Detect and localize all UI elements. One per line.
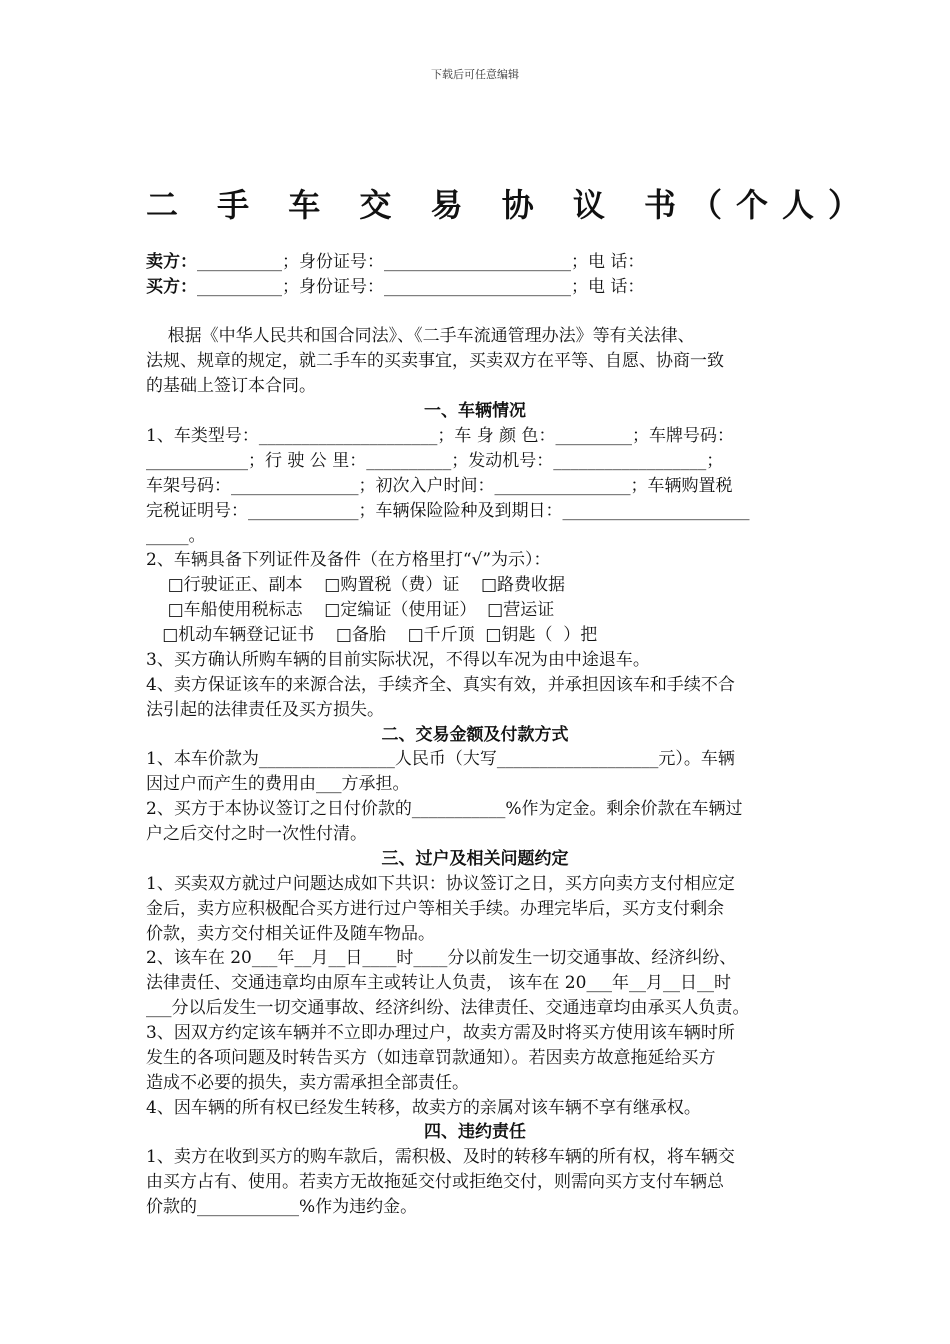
section3-line: 价款，卖方交付相关证件及随车物品。 bbox=[146, 924, 435, 944]
section1-line: 4、卖方保证该车的来源合法，手续齐全、真实有效，并承担因该车和手续不合 bbox=[146, 675, 735, 695]
section3-line: ___分以后发生一切交通事故、经济纠纷、法律责任、交通违章均由承买人负责。 bbox=[146, 998, 750, 1018]
section3-line: 3、因双方约定该车辆并不立即办理过户，故卖方需及时将买方使用该车辆时所 bbox=[146, 1023, 735, 1043]
section3-line: 金后，卖方应积极配合买方进行过户等相关手续。办理完毕后，买方支付剩余 bbox=[146, 899, 724, 919]
section1-line: 3、买方确认所购车辆的目前实际状况，不得以车况为由中途退车。 bbox=[146, 650, 650, 670]
section2-line: 户之后交付之时一次性付清。 bbox=[146, 824, 367, 844]
section2-line: 因过户而产生的费用由___方承担。 bbox=[146, 774, 410, 794]
section3-line: 4、因车辆的所有权已经发生转移，故卖方的亲属对该车辆不享有继承权。 bbox=[146, 1098, 701, 1118]
buyer-fields: __________；身份证号：______________________；电 话： bbox=[197, 277, 645, 297]
section3-line: 造成不必要的损失，卖方需承担全部责任。 bbox=[146, 1073, 469, 1093]
buyer-line bbox=[146, 279, 644, 296]
section1-line: 车架号码：_______________；初次入户时间：________________；车辆购置税 bbox=[146, 476, 733, 496]
section-heading-transfer: 三、过户及相关问题约定 bbox=[381, 849, 569, 869]
intro-line: 根据《中华人民共和国合同法》、《二手车流通管理办法》等有关法律、 bbox=[146, 326, 695, 346]
seller-label: 卖方： bbox=[146, 252, 197, 272]
section3-line: 发生的各项问题及时转告买方（如违章罚款通知）。若因卖方故意拖延给买方 bbox=[146, 1048, 716, 1068]
checklist-row: □车船使用税标志 □定编证（使用证） □营运证 bbox=[146, 600, 555, 620]
section3-line: 2、该车在 20___年__月__日____时____分以前发生一切交通事故、经济纠纷、 bbox=[146, 948, 737, 968]
section1-line: 2、车辆具备下列证件及备件（在方格里打“√”为示）： bbox=[146, 550, 551, 570]
section3-line: 法律责任、交通违章均由原车主或转让人负责， 该车在 20___年__月__日__时 bbox=[146, 973, 731, 993]
section3-line: 1、买卖双方就过户问题达成如下共识：协议签订之日，买方向卖方支付相应定 bbox=[146, 874, 735, 894]
intro-line: 的基础上签订本合同。 bbox=[146, 376, 316, 396]
intro-line: 法规、规章的规定，就二手车的买卖事宜，买卖双方在平等、自愿、协商一致 bbox=[146, 351, 724, 371]
section1-line: 法引起的法律责任及买方损失。 bbox=[146, 700, 384, 720]
section-heading-vehicle: 一、车辆情况 bbox=[424, 401, 526, 421]
section2-line: 1、本车价款为________________人民币（大写___________________元）。车辆 bbox=[146, 749, 735, 769]
section1-line: 1、车类型号：_____________________；车 身 颜 色：_________；车牌号码： bbox=[146, 426, 735, 446]
page-header-note: 下载后可任意编辑 bbox=[431, 68, 519, 81]
checklist-row: □机动车辆登记证书 □备胎 □千斤顶 □钥匙（ ）把 bbox=[146, 625, 598, 645]
section1-line: ____________；行 驶 公 里：__________；发动机号：__________________； bbox=[146, 451, 724, 471]
section1-line: _____。 bbox=[146, 526, 206, 546]
section4-line: 1、卖方在收到买方的购车款后，需积极、及时的转移车辆的所有权，将车辆交 bbox=[146, 1147, 735, 1167]
section2-line: 2、买方于本协议签订之日付价款的___________%作为定金。剩余价款在车辆过 bbox=[146, 799, 743, 819]
document-title: 二 手 车 交 易 协 议 书（个人） bbox=[146, 186, 874, 224]
checklist-row: □行驶证正、副本 □购置税（费）证 □路费收据 bbox=[146, 575, 566, 595]
section-heading-liability: 四、违约责任 bbox=[424, 1122, 526, 1142]
section4-line: 由买方占有、使用。若卖方无故拖延交付或拒绝交付，则需向买方支付车辆总 bbox=[146, 1172, 724, 1192]
section1-line: 完税证明号：_____________；车辆保险险种及到期日：______________________ bbox=[146, 501, 750, 521]
seller-fields: __________；身份证号：______________________；电 话： bbox=[197, 252, 645, 272]
section4-line: 价款的____________%作为违约金。 bbox=[146, 1197, 418, 1217]
buyer-label: 买方： bbox=[146, 277, 197, 297]
section-heading-payment: 二、交易金额及付款方式 bbox=[381, 725, 569, 745]
seller-line bbox=[146, 254, 644, 271]
